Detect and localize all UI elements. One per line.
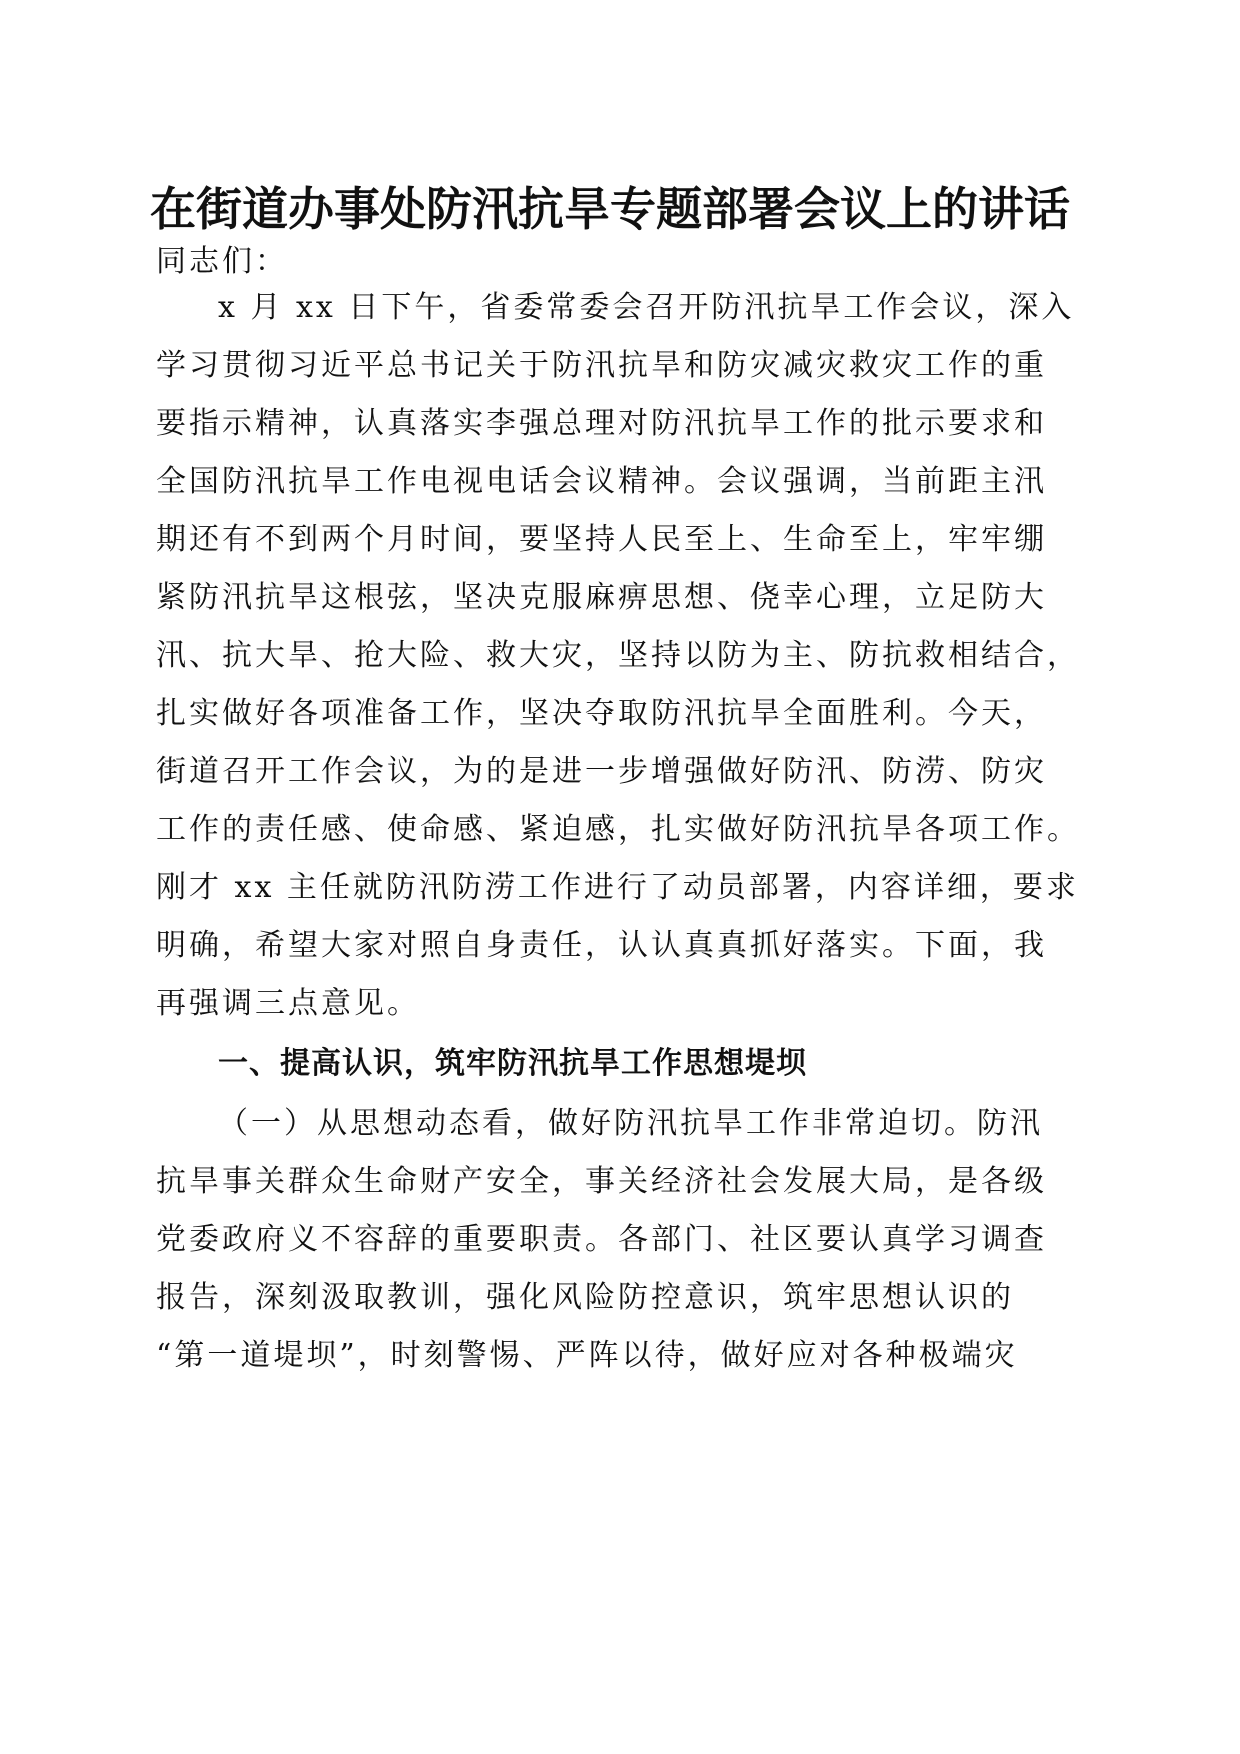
paragraph-line: 抗旱事关群众生命财产安全，事关经济社会发展大局，是各级	[156, 1164, 1047, 1199]
paragraph-line: x 月 xx 日下午，省委常委会召开防汛抗旱工作会议，深入	[218, 290, 1075, 325]
paragraph-line: 街道召开工作会议，为的是进一步增强做好防汛、防涝、防灾	[156, 754, 1047, 789]
paragraph-line: “第一道堤坝”，时刻警惕、严阵以待，做好应对各种极端灾	[156, 1338, 1018, 1373]
section-heading: 一、提高认识，筑牢防汛抗旱工作思想堤坝	[218, 1046, 807, 1081]
paragraph-line: 报告，深刻汲取教训，强化风险防控意识，筑牢思想认识的	[156, 1280, 1014, 1315]
paragraph-line: （一）从思想动态看，做好防汛抗旱工作非常迫切。防汛	[218, 1106, 1043, 1141]
paragraph-line: 明确，希望大家对照自身责任，认认真真抓好落实。下面，我	[156, 928, 1047, 963]
paragraph-line: 扎实做好各项准备工作，坚决夺取防汛抗旱全面胜利。今天，	[156, 696, 1047, 731]
paragraph-line: 汛、抗大旱、抢大险、救大灾，坚持以防为主、防抗救相结合，	[156, 638, 1080, 673]
paragraph-line: 工作的责任感、使命感、紧迫感，扎实做好防汛抗旱各项工作。	[156, 812, 1080, 847]
paragraph-line: 党委政府义不容辞的重要职责。各部门、社区要认真学习调查	[156, 1222, 1047, 1257]
paragraph-line: 要指示精神，认真落实李强总理对防汛抗旱工作的批示要求和	[156, 406, 1047, 441]
paragraph-line: 全国防汛抗旱工作电视电话会议精神。会议强调，当前距主汛	[156, 464, 1047, 499]
paragraph-line: 学习贯彻习近平总书记关于防汛抗旱和防灾减灾救灾工作的重	[156, 348, 1047, 383]
paragraph-line: 期还有不到两个月时间，要坚持人民至上、生命至上，牢牢绷	[156, 522, 1047, 557]
paragraph-line: 再强调三点意见。	[156, 986, 420, 1021]
salutation: 同志们：	[156, 244, 288, 279]
document-title: 在街道办事处防汛抗旱专题部署会议上的讲话	[150, 182, 1070, 236]
paragraph-line: 紧防汛抗旱这根弦，坚决克服麻痹思想、侥幸心理，立足防大	[156, 580, 1047, 615]
paragraph-line: 刚才 xx 主任就防汛防涝工作进行了动员部署，内容详细，要求	[156, 870, 1079, 905]
